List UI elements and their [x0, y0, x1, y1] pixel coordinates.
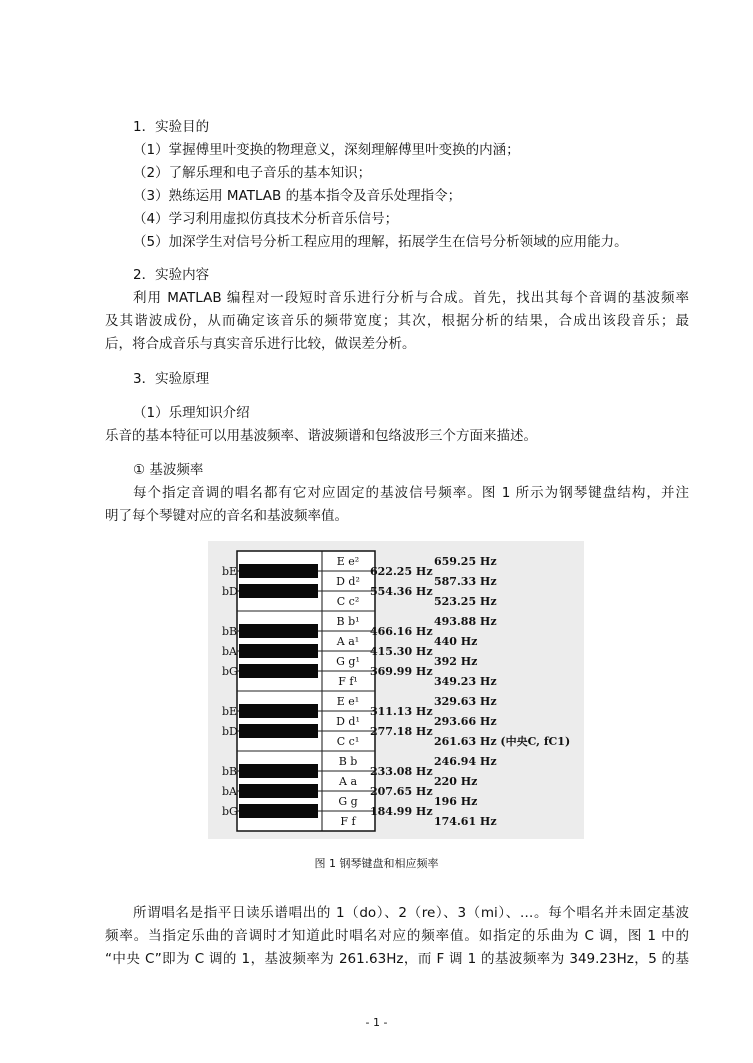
paragraph-line: 明了每个琴键对应的音名和基波频率值。	[105, 508, 348, 524]
objective-item: （3）熟练运用 MATLAB 的基本指令及音乐处理指令；	[133, 188, 462, 204]
white-key-label: B b¹	[336, 615, 360, 628]
black-key-name: bG	[222, 665, 238, 678]
black-key-frequency: 277.18 Hz	[370, 725, 433, 738]
white-key-label: D d²	[336, 575, 360, 588]
white-key-frequency: 261.63 Hz (中央C, fC1)	[434, 735, 571, 748]
page-number: - 1 -	[365, 1016, 388, 1029]
objective-item: （2）了解乐理和电子音乐的基本知识；	[133, 165, 372, 181]
white-key-frequency: 493.88 Hz	[434, 615, 497, 628]
white-key-frequency: 587.33 Hz	[434, 575, 497, 588]
white-key-label: D d¹	[336, 715, 360, 728]
white-key-frequency: 174.61 Hz	[434, 815, 497, 828]
black-key-frequency: 466.16 Hz	[370, 625, 433, 638]
white-key-frequency: 293.66 Hz	[434, 715, 497, 728]
black-key-frequency: 369.99 Hz	[370, 665, 433, 678]
content-line: 及其谐波成份，从而确定该音乐的频带宽度；其次，根据分析的结果，合成出该段音乐；最	[105, 313, 689, 329]
piano-keyboard-figure	[208, 541, 584, 839]
black-key	[239, 644, 318, 658]
objective-item: （5）加深学生对信号分析工程应用的理解，拓展学生在信号分析领域的应用能力。	[133, 234, 628, 250]
black-key	[239, 664, 318, 678]
black-key	[239, 804, 318, 818]
black-key	[239, 784, 318, 798]
paragraph-line: 每个指定音调的唱名都有它对应固定的基波信号频率。图 1 所示为钢琴键盘结构，并注	[133, 485, 689, 501]
black-key-name: bA	[222, 645, 237, 658]
white-key-frequency: 220 Hz	[434, 775, 478, 788]
black-key	[239, 624, 318, 638]
figure-caption: 图 1 钢琴键盘和相应频率	[314, 857, 439, 870]
white-key-label: B b	[338, 755, 358, 768]
black-key-name: bA	[222, 785, 237, 798]
subsection-heading: （1）乐理知识介绍	[133, 405, 250, 421]
white-key-frequency: 246.94 Hz	[434, 755, 497, 768]
black-key-frequency: 184.99 Hz	[370, 805, 433, 818]
white-key-label: E e¹	[336, 695, 360, 708]
white-key-label: F f	[340, 815, 356, 828]
black-key-name: bG	[222, 805, 238, 818]
black-key-name: bE	[222, 565, 238, 578]
white-key-frequency: 349.23 Hz	[434, 675, 497, 688]
black-key-name: bD	[222, 585, 238, 598]
white-key-label: C c¹	[336, 735, 360, 748]
paragraph-line: “中央 C”即为 C 调的 1，基波频率为 261.63Hz，而 F 调 1 的基波频率为 349.23Hz，5 的基	[105, 951, 689, 967]
white-key-label: A a	[339, 775, 357, 788]
black-key	[239, 564, 318, 578]
white-key-label: C c²	[336, 595, 360, 608]
black-key-name: bE	[222, 705, 238, 718]
white-key-frequency: 196 Hz	[434, 795, 478, 808]
white-key-label: E e²	[336, 555, 360, 568]
black-key	[239, 764, 318, 778]
paragraph-line: 乐音的基本特征可以用基波频率、谐波频谱和包络波形三个方面来描述。	[105, 428, 537, 444]
white-key-frequency: 392 Hz	[434, 655, 478, 668]
black-key-frequency: 415.30 Hz	[370, 645, 433, 658]
white-key-label: F f¹	[338, 675, 358, 688]
section-heading-1: 1．实验目的	[133, 119, 210, 135]
white-key-frequency: 659.25 Hz	[434, 555, 497, 568]
black-key-name: bB	[222, 625, 238, 638]
objective-item: （4）学习利用虚拟仿真技术分析音乐信号；	[133, 211, 399, 227]
black-key	[239, 724, 318, 738]
paragraph-line: 频率。当指定乐曲的音调时才知道此时唱名对应的频率值。如指定的乐曲为 C 调，图 1 中的	[105, 928, 689, 944]
white-key-label: G g¹	[336, 655, 360, 668]
black-key-frequency: 311.13 Hz	[370, 705, 433, 718]
content-line: 后，将合成音乐与真实音乐进行比较，做误差分析。	[105, 336, 416, 352]
black-key	[239, 704, 318, 718]
section-heading-3: 3．实验原理	[133, 371, 210, 387]
section-heading-2: 2．实验内容	[133, 267, 210, 283]
black-key-frequency: 554.36 Hz	[370, 585, 433, 598]
paragraph-line: 所谓唱名是指平日读乐谱唱出的 1（do）、2（re）、3（mi）、…。每个唱名并未固定基波	[133, 905, 689, 921]
white-key-label: A a¹	[336, 635, 360, 648]
black-key-frequency: 622.25 Hz	[370, 565, 433, 578]
objective-item: （1）掌握傅里叶变换的物理意义，深刻理解傅里叶变换的内涵；	[133, 142, 520, 158]
black-key-name: bB	[222, 765, 238, 778]
white-key-frequency: 440 Hz	[434, 635, 478, 648]
black-key-name: bD	[222, 725, 238, 738]
white-key-frequency: 523.25 Hz	[434, 595, 497, 608]
content-line: 利用 MATLAB 编程对一段短时音乐进行分析与合成。首先，找出其每个音调的基波频率	[133, 290, 689, 306]
black-key-frequency: 233.08 Hz	[370, 765, 433, 778]
subsection-heading: ① 基波频率	[133, 462, 204, 478]
white-key-frequency: 329.63 Hz	[434, 695, 497, 708]
white-key-label: G g	[338, 795, 358, 808]
black-key-frequency: 207.65 Hz	[370, 785, 433, 798]
black-key	[239, 584, 318, 598]
